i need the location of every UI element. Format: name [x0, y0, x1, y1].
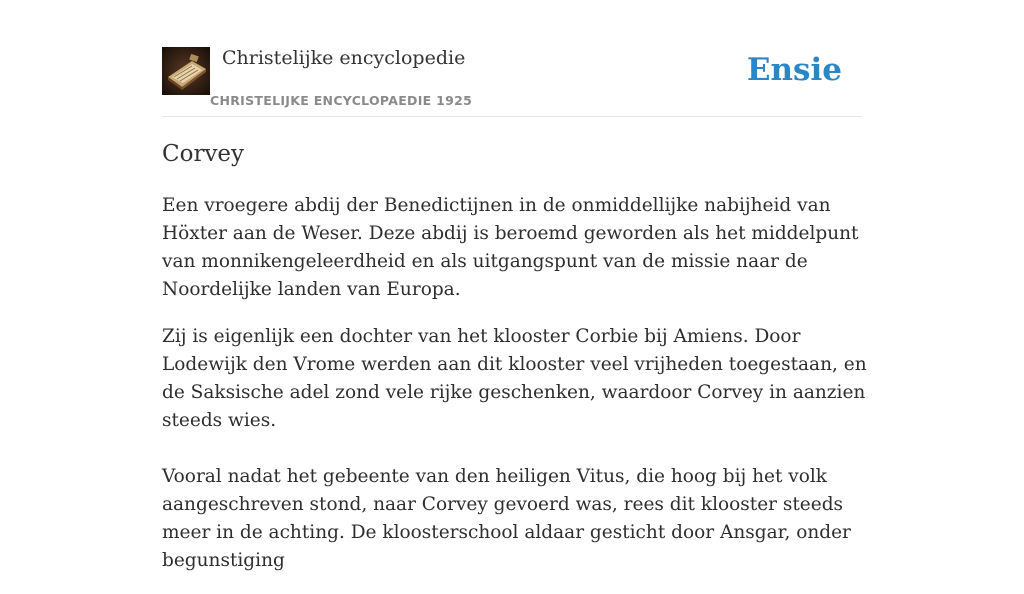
site-subtitle: CHRISTELIJKE ENCYCLOPAEDIE 1925	[210, 93, 473, 108]
article-body	[162, 192, 867, 594]
site-header	[162, 46, 862, 117]
brand-logo-link[interactable]: Ensie	[746, 52, 842, 88]
site-title[interactable]: Christelijke encyclopedie	[222, 47, 466, 69]
article-paragraph: Een vroegere abdij der Benedictijnen in de onmiddellijke nabijheid van Höxter aan de Weser. Deze abdij is beroemd geworden als het middelpunt van monnikengeleerdheid en als uitgangspunt van de missie naar de Noordelijke landen van Europa.	[162, 195, 859, 300]
article-title: Corvey	[162, 141, 245, 167]
article-paragraph: Vooral nadat het gebeente van den heiligen Vitus, die hoog bij het volk aangeschreven stond, naar Corvey gevoerd was, rees dit klooster steeds meer in de achting. De kloosterschool aldaar gesticht door Ansgar, onder begunstiging	[162, 466, 851, 571]
encyclopedia-avatar[interactable]	[162, 47, 210, 95]
book-image-icon	[162, 47, 210, 95]
article-paragraph: Zij is eigenlijk een dochter van het klooster Corbie bij Amiens. Door Lodewijk den Vrome werden aan dit klooster veel vrijheden toegestaan, en de Saksische adel zond vele rijke geschenken, waardoor Corvey in aanzien steeds wies.	[162, 326, 867, 431]
